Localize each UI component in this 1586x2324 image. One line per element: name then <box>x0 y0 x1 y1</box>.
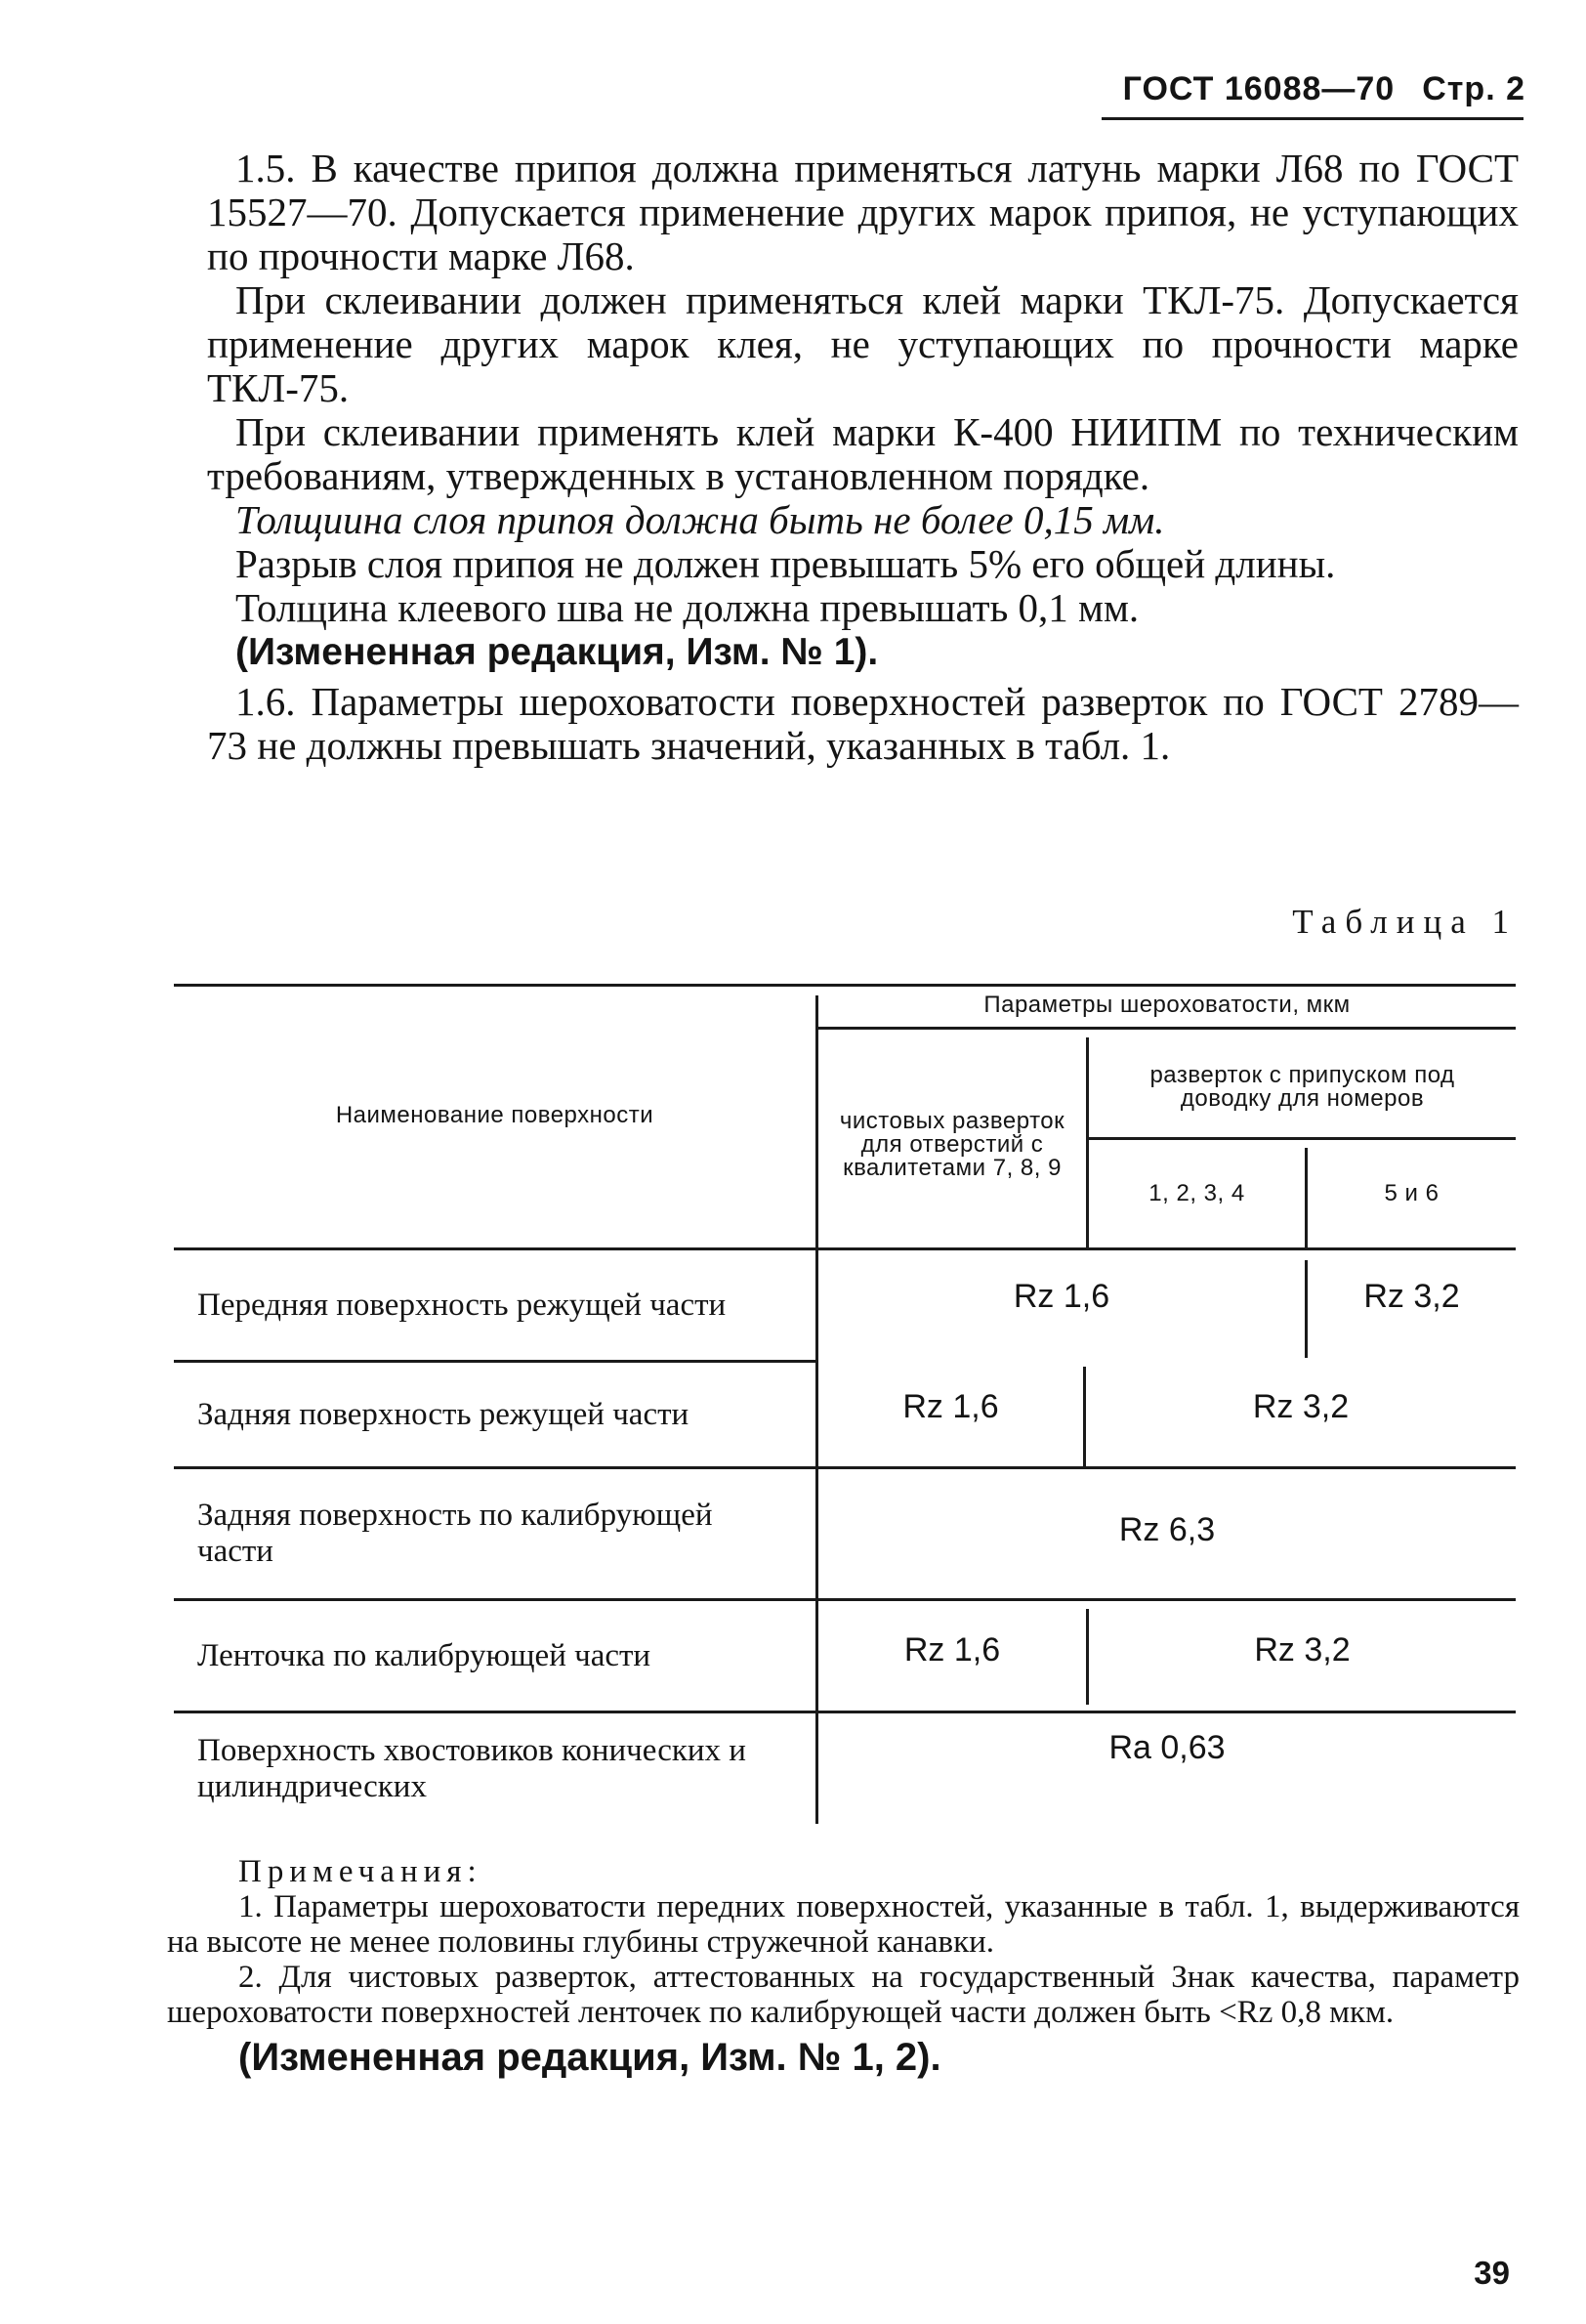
row-3-value: Rz 6,3 <box>1118 1511 1216 1548</box>
page-number: 39 <box>1474 2255 1510 2291</box>
row-1-value-2: Rz 3,2 <box>1363 1277 1460 1315</box>
header-bottom-rule <box>174 1247 1516 1250</box>
row-2-value-2: Rz 3,2 <box>1252 1387 1350 1425</box>
header-rule <box>1102 117 1523 120</box>
standard-number: ГОСТ 16088—70 <box>1122 70 1396 107</box>
roughness-table <box>174 984 1516 1824</box>
header-roughness-params: Параметры шероховатости, мкм <box>983 992 1351 1018</box>
row-5-value: Ra 0,63 <box>1108 1728 1226 1766</box>
paragraph-solder-gap: Разрыв слоя припоя не должен превышать 5% его общей длины. <box>235 541 1336 586</box>
paragraph-glue-seam: Толщина клеевого шва не должна превышать 0,1 мм. <box>235 585 1140 630</box>
row-4-value-2: Rz 3,2 <box>1254 1630 1351 1669</box>
row-3-name: Задняя поверхность по калибрующей части <box>197 1498 713 1569</box>
row-1-value-1: Rz 1,6 <box>1013 1277 1110 1315</box>
paragraph-glue-k400: При склеивании применять клей марки К-400 НИИПМ по техническим требованиям, утвержденных в установленном порядке. <box>207 409 1519 498</box>
note-2: 2. Для чистовых разверток, аттестованных на государственный Знак качества, параметр шероховатости поверхностей ленточек по калибрующей части должен быть <Rz 0,8 мкм. <box>167 1960 1520 2030</box>
page-label: Стр. 2 <box>1422 70 1525 107</box>
paragraph-1-6: 1.6. Параметры шероховатости поверхностей разверток по ГОСТ 2789—73 не должны превышать значений, указанных в табл. 1. <box>207 679 1519 768</box>
table-notes <box>167 1854 1520 2081</box>
row-2-value-1: Rz 1,6 <box>902 1387 999 1425</box>
paragraph-glue: При склеивании должен применяться клей марки ТКЛ-75. Допускается применение других марок клея, не уступающих по прочности марке ТКЛ-75. <box>207 277 1519 410</box>
header-numbers-5-6: 5 и 6 <box>1384 1180 1440 1206</box>
paragraph-solder-thickness: Толщиина слоя припоя должна быть не более 0,15 мм. <box>235 497 1165 542</box>
header-surface-name: Наименование поверхности <box>335 1102 654 1128</box>
notes-heading: Примечания: <box>238 1854 482 1889</box>
running-header <box>1123 70 1525 108</box>
body-text <box>207 147 1519 768</box>
row-4-name: Ленточка по калибрующей части <box>197 1637 651 1673</box>
row-5-name: Поверхность хвостовиков конических и цилиндрических <box>197 1732 746 1804</box>
row-2-name: Задняя поверхность режущей части <box>197 1396 689 1432</box>
group-header-rule <box>816 1027 1516 1030</box>
note-1: 1. Параметры шероховатости передних поверхностей, указанные в табл. 1, выдерживаются на высоте не менее половины глубины стружечной канавки. <box>167 1889 1520 1960</box>
table-caption: Таблица 1 <box>1292 903 1518 941</box>
paragraph-1-5: 1.5. В качестве припоя должна применяться латунь марки Л68 по ГОСТ 15527—70. Допускается применение других марок припоя, не уступающих по прочности марке Л68. <box>207 146 1519 278</box>
amendment-note-1-2: (Измененная редакция, Изм. № 1, 2). <box>238 2036 941 2079</box>
header-numbers-1-4: 1, 2, 3, 4 <box>1148 1180 1245 1206</box>
row-4-value-1: Rz 1,6 <box>903 1630 1001 1669</box>
amendment-note-1: (Измененная редакция, Изм. № 1). <box>235 631 879 673</box>
header-allowance-reamers: разверток с припуском под доводку для номеров <box>1149 1062 1455 1112</box>
row-1-name: Передняя поверхность режущей части <box>197 1287 727 1323</box>
header-finishing-reamers: чистовых разверток для отверстий с квалитетами 7, 8, 9 <box>839 1108 1065 1181</box>
